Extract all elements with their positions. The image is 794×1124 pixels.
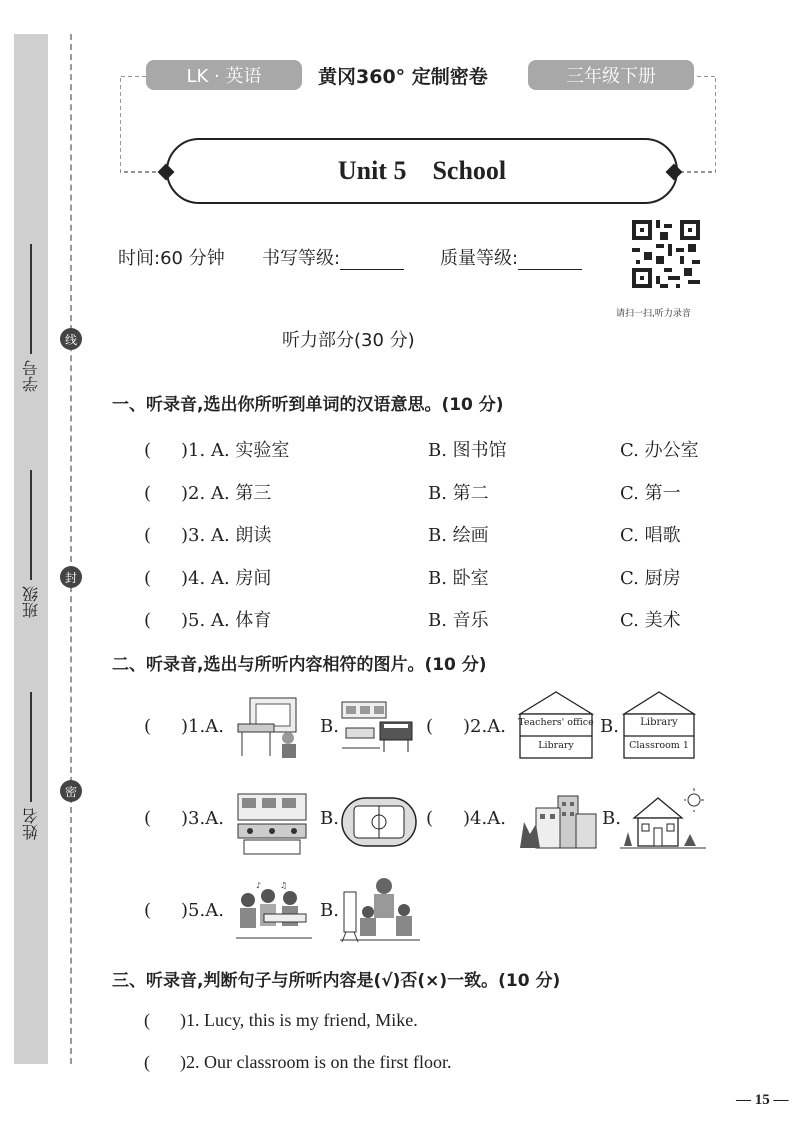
picture-house-b[interactable] [622, 690, 696, 760]
s1-item-2-b: B. 第二 [428, 483, 489, 504]
unit-title: Unit 5 School [337, 156, 507, 185]
answer-blank[interactable] [151, 719, 181, 737]
page-number: — 15 — [736, 1092, 789, 1108]
house-a-top-label: Teachers' office [518, 717, 594, 728]
picture-office-desk[interactable] [232, 694, 306, 760]
listening-part-title: 听力部分(30 分) [282, 330, 415, 351]
grade-pill: 三年级下册 [528, 60, 694, 90]
s1-item-4-b: B. 卧室 [428, 568, 489, 589]
s2-q4: ( )4.A. [426, 808, 506, 829]
answer-blank[interactable] [151, 614, 181, 632]
s2-q2: ( )2.A. [426, 716, 506, 737]
answer-blank[interactable] [433, 811, 463, 829]
name-field[interactable] [14, 680, 48, 840]
picture-art-class[interactable] [340, 876, 420, 944]
section-1-title: 一、听录音,选出你所听到单词的汉语意思。(10 分) [112, 395, 504, 415]
house-b-bottom-label: Classroom 1 [629, 740, 689, 751]
s1-item-4-c: C. 厨房 [620, 568, 681, 589]
s1-item-5-b: B. 音乐 [428, 610, 489, 631]
s2-q2-b: B. [600, 716, 619, 737]
class-label: 班级 [21, 586, 41, 618]
unit-banner [166, 138, 678, 204]
answer-blank[interactable] [151, 487, 181, 505]
s2-q3-b: B. [320, 808, 339, 829]
s1-item-1: ( )1. A. 实验室 [144, 440, 290, 461]
house-a-bottom-label: Library [538, 740, 574, 751]
answer-blank[interactable] [151, 811, 181, 829]
quality-grade-blank[interactable] [518, 251, 582, 270]
picture-classroom[interactable] [234, 790, 310, 858]
s1-item-2-c: C. 第一 [620, 483, 681, 504]
name-label: 姓名 [21, 808, 41, 840]
writing-grade: 书写等级: [262, 244, 404, 270]
picture-music-room[interactable] [340, 698, 414, 754]
s1-item-5: ( )5. A. 体育 [144, 610, 272, 631]
svg-text:♫: ♫ [280, 881, 288, 890]
answer-blank[interactable] [151, 529, 181, 547]
answer-blank[interactable] [151, 903, 181, 921]
s1-item-4: ( )4. A. 房间 [144, 568, 272, 589]
svg-text:♪: ♪ [256, 881, 262, 890]
picture-buildings[interactable] [518, 792, 598, 850]
seal-line: 线 [60, 328, 82, 350]
s1-item-2: ( )2. A. 第三 [144, 483, 272, 504]
house-b-top-label: Library [640, 717, 678, 728]
student-id-label: 学号 [21, 360, 41, 392]
s1-item-3-b: B. 绘画 [428, 525, 489, 546]
s1-item-3: ( )3. A. 朗读 [144, 525, 272, 546]
class-field[interactable] [14, 458, 48, 618]
s3-item-1: ( )1. Lucy, this is my friend, Mike. [144, 1010, 418, 1030]
s1-item-1-c: C. 办公室 [620, 440, 699, 461]
series-title: 黄冈360° 定制密卷 [318, 66, 488, 88]
s2-q3: ( )3.A. [144, 808, 224, 829]
picture-students-singing[interactable] [234, 880, 314, 942]
binding-dashed-line [70, 34, 72, 1064]
quality-grade: 质量等级: [440, 244, 582, 270]
s2-q4-b: B. [602, 808, 621, 829]
seal-secret: 密 [60, 780, 82, 802]
subject-pill: LK · 英语 [146, 60, 302, 90]
seal-seal: 封 [60, 566, 82, 588]
answer-blank[interactable] [433, 719, 463, 737]
s3-item-2: ( )2. Our classroom is on the first floor. [144, 1052, 452, 1072]
s2-q5: ( )5.A. [144, 900, 224, 921]
answer-blank[interactable] [151, 444, 181, 462]
s2-q1-b: B. [320, 716, 339, 737]
section-3-title: 三、听录音,判断句子与所听内容是(√)否(×)一致。(10 分) [112, 971, 561, 991]
answer-blank[interactable] [150, 1013, 180, 1031]
student-id-field[interactable] [14, 232, 48, 392]
picture-cottage[interactable] [620, 788, 706, 854]
section-2-title: 二、听录音,选出与所听内容相符的图片。(10 分) [112, 655, 487, 675]
qr-caption: 请扫一扫,听力录音 [616, 309, 691, 319]
s2-q5-b: B. [320, 900, 339, 921]
picture-playground[interactable] [340, 796, 418, 848]
answer-blank[interactable] [151, 572, 181, 590]
s1-item-1-b: B. 图书馆 [428, 440, 507, 461]
answer-blank[interactable] [150, 1055, 180, 1073]
s2-q1: ( )1.A. [144, 716, 224, 737]
s1-item-5-c: C. 美术 [620, 610, 681, 631]
s1-item-3-c: C. 唱歌 [620, 525, 681, 546]
writing-grade-blank[interactable] [340, 251, 404, 270]
qr-code-icon[interactable] [632, 220, 700, 288]
picture-house-a[interactable] [518, 690, 594, 760]
time-label: 时间:60 分钟 [118, 248, 225, 269]
